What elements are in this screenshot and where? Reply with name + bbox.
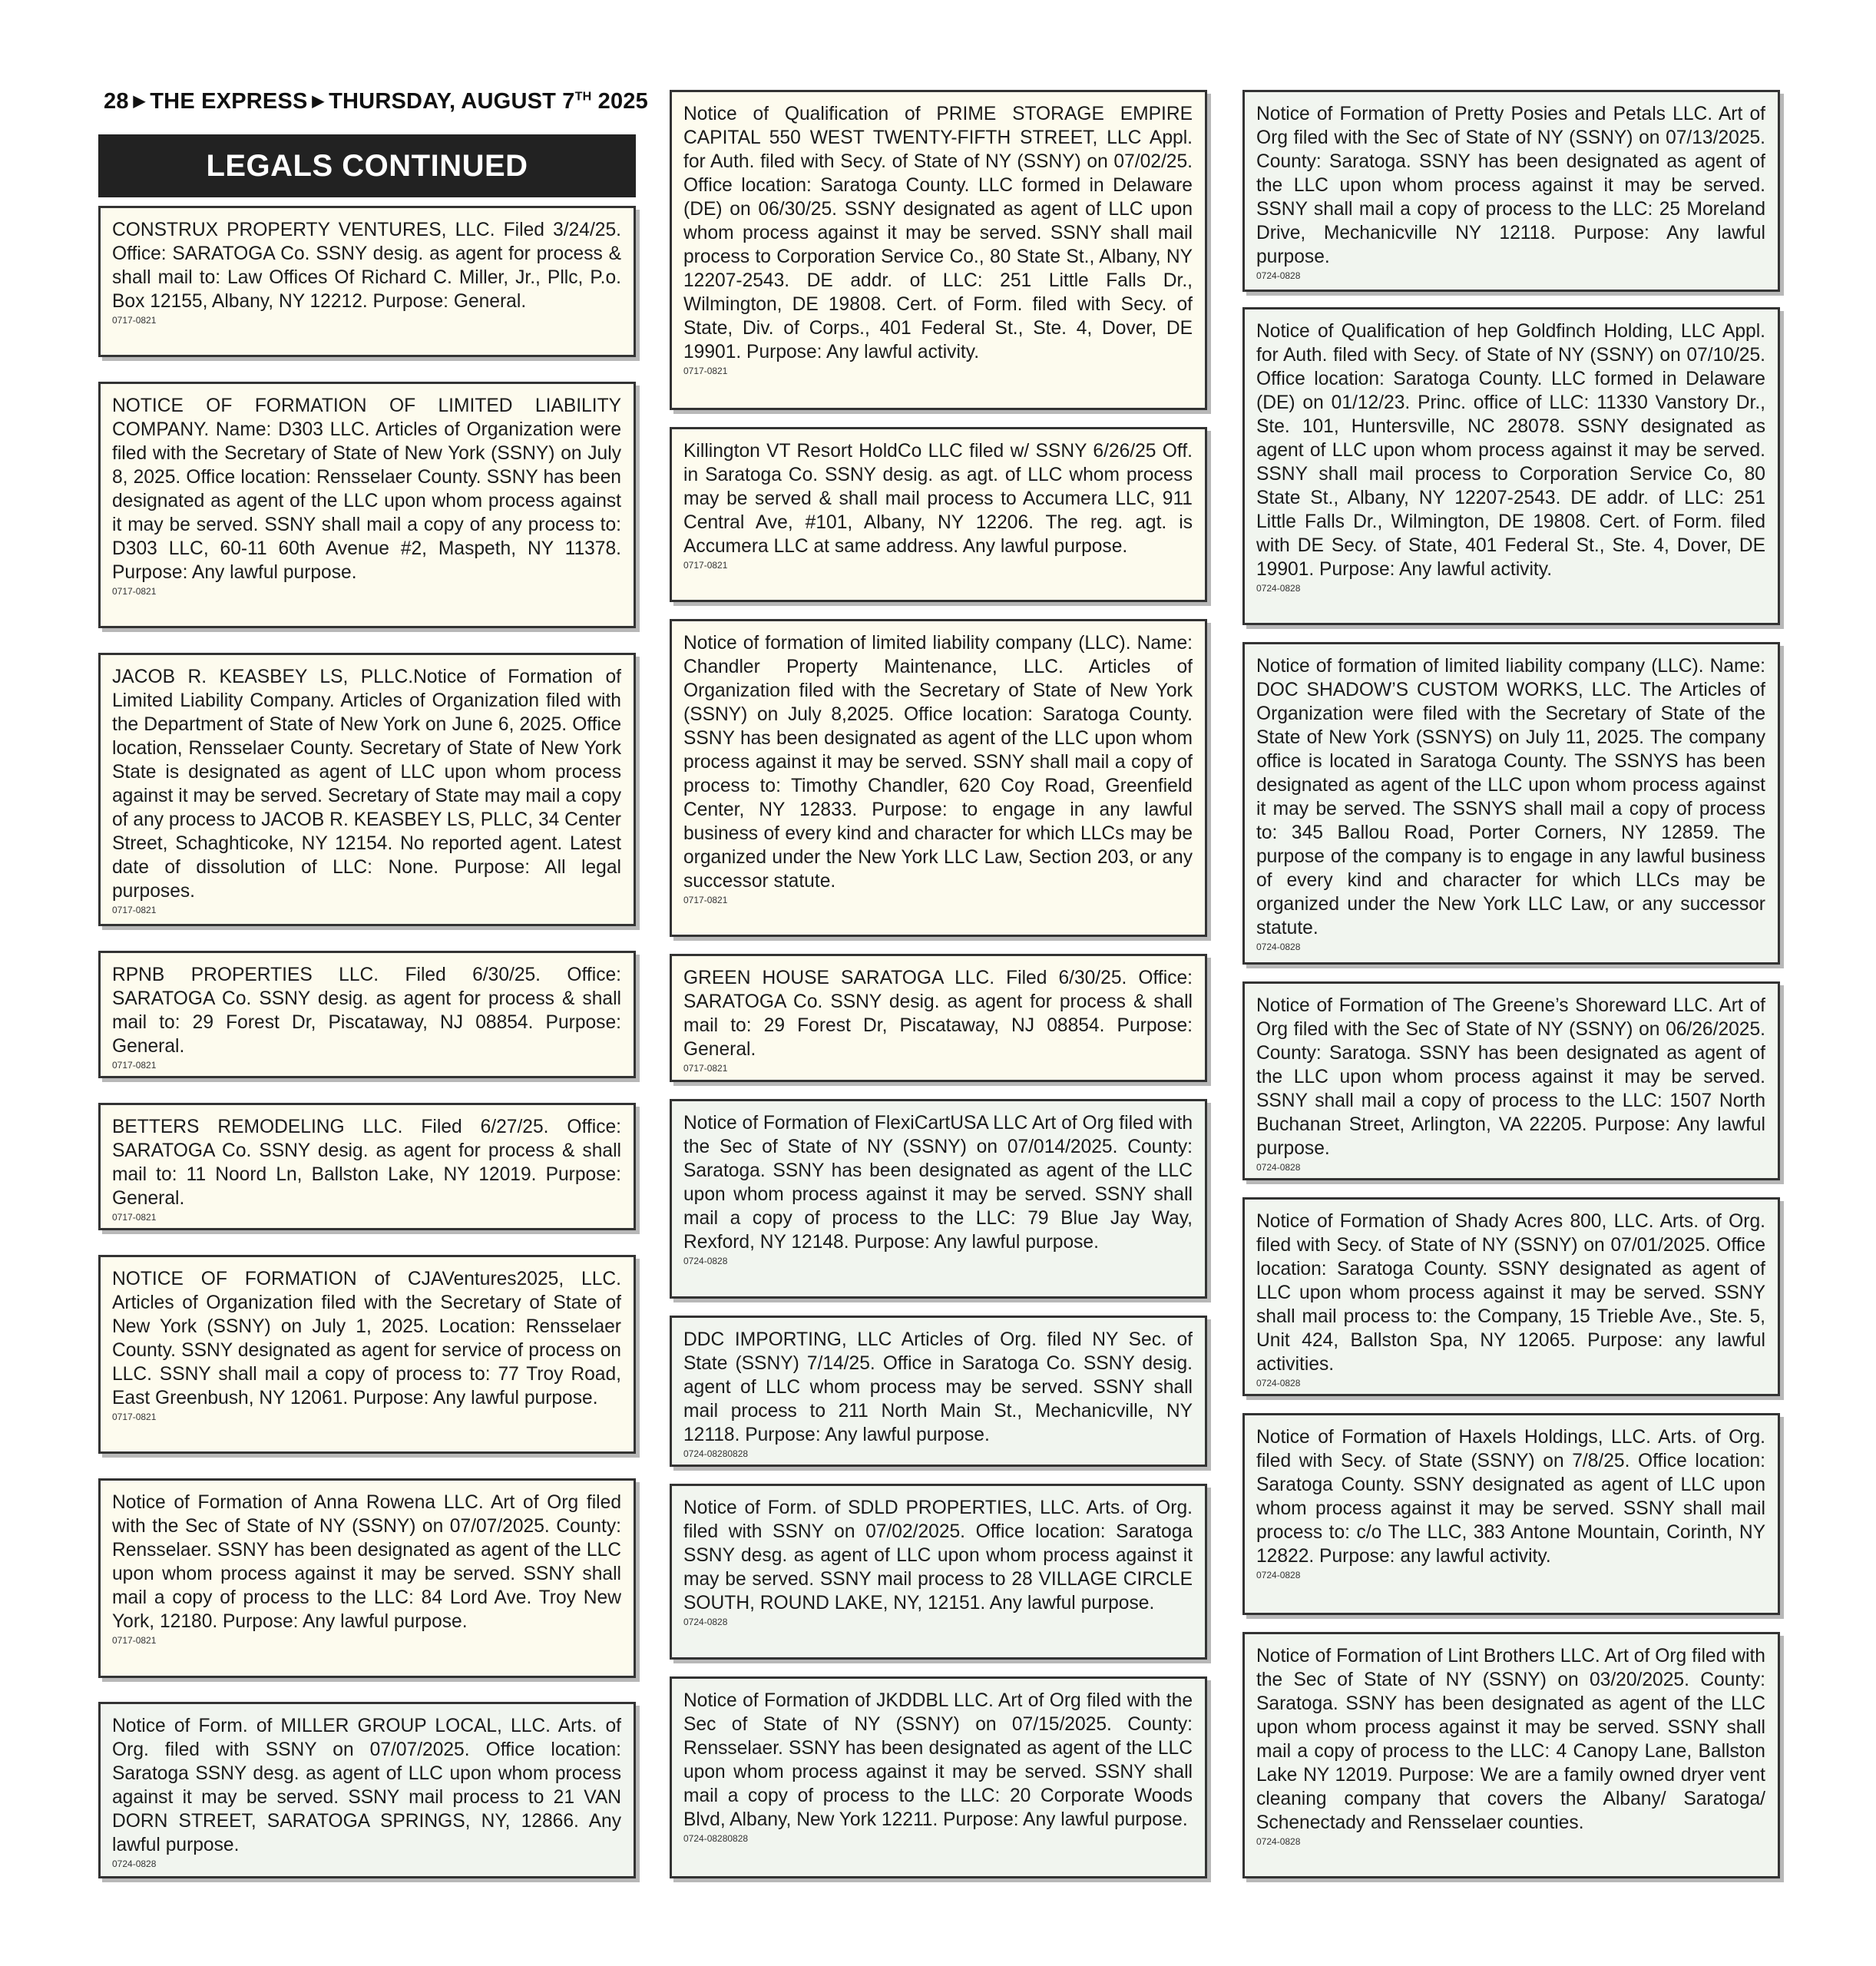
legal-notice (670, 619, 1207, 937)
legal-notice (98, 206, 636, 357)
legal-notice (98, 382, 636, 628)
legal-notice (670, 1676, 1207, 1878)
notice-text: Notice of Formation of Pretty Posies and Petals LLC. Art of Org filed with the Sec of State of NY (SSNY) on 07/13/2025. County: Saratoga. SSNY has been designated as agent of the LLC upon whom process against it may be served. SSNY shall mail a copy of process to the LLC: 25 Moreland Drive, Mechanicville NY 12118. Purpose: Any lawful purpose. (1256, 104, 1765, 267)
legal-notice (1242, 90, 1780, 292)
legal-notice (670, 1099, 1207, 1299)
notice-text: JACOB R. KEASBEY LS, PLLC.Notice of Formation of Limited Liability Company. Articles of Organization filed with the Department of State of New York on June 6, 2025. Office location, Rensselaer County. Secretary of State of New York State is designated as agent of LLC upon whom process against it may be served. Secretary of State may mail a copy of any process to JACOB R. KEASBEY LS, PLLC, 34 Center Street, Schaghticoke, NY 12154. No reported agent. Latest date of dissolution of LLC: None. Purpose: All legal purposes. (112, 667, 621, 902)
legal-notice (670, 954, 1207, 1082)
notice-text: Notice of Formation of Anna Rowena LLC. Art of Org filed with the Sec of State of NY (SSNY) on 07/07/2025. County: Rensselaer. SSNY has been designated as agent of the LLC upon whom process against it may be served. SSNY shall mail a copy of process to the LLC: 84 Lord Ave. Troy New York, 12180. Purpose: Any lawful purpose. (112, 1492, 621, 1632)
legal-notice (670, 1316, 1207, 1467)
legal-notice (1242, 1413, 1780, 1615)
notice-code: 0724-08280828 (683, 1448, 749, 1459)
issue-year: 2025 (597, 89, 648, 114)
notice-code: 0717-0821 (683, 895, 728, 905)
legal-notice (98, 653, 636, 926)
date-suffix: TH (574, 90, 592, 104)
notice-text: BETTERS REMODELING LLC. Filed 6/27/25. Office: SARATOGA Co. SSNY desig. as agent for process & shall mail to: 11 Noord Ln, Ballston Lake, NY 12019. Purpose: General. (112, 1117, 621, 1209)
notice-text: NOTICE OF FORMATION OF LIMITED LIABILITY COMPANY. Name: D303 LLC. Articles of Organization were filed with the Secretary of State of New York (SSNY) on July 8, 2025. Office location: Rensselaer County. SSNY has been designated as agent of the LLC upon whom process against it may be served. SSNY shall mail a copy of any process to: D303 LLC, 60-11 60th Avenue #2, Maspeth, NY 11378. Purpose: Any lawful purpose. (112, 396, 621, 583)
notice-code: 0717-0821 (112, 1635, 157, 1646)
page-number: 28 (104, 89, 129, 114)
notice-code: 0717-0821 (683, 560, 728, 571)
legal-notice (1242, 981, 1780, 1180)
legal-notice (1242, 1197, 1780, 1396)
legal-notice (98, 1103, 636, 1230)
notice-text: Notice of Formation of Haxels Holdings, LLC. Arts. of Org. filed with Secy. of State (SSNY) on 7/8/25. Office location: Saratoga County. SSNY designated as agent of LLC upon whom process against it may be served. SSNY shall mail process to: c/o The LLC, 383 Antone Mountain, Corinth, NY 12822. Purpose: any lawful activity. (1256, 1427, 1765, 1567)
notice-code: 0717-0821 (112, 586, 157, 597)
notice-code: 0724-0828 (683, 1617, 728, 1627)
notice-code: 0724-0828 (1256, 270, 1301, 281)
notice-code: 0717-0821 (112, 1412, 157, 1422)
notice-code: 0717-0821 (683, 1063, 728, 1074)
notice-code: 0717-0821 (112, 1060, 157, 1071)
notice-code: 0724-0828 (683, 1256, 728, 1266)
notice-text: Notice of Qualification of hep Goldfinch Holding, LLC Appl. for Auth. filed with Secy. of State of NY (SSNY) on 07/10/25. Office location: Saratoga County. LLC formed in Delaware (DE) on 01/12/23. Princ. office of LLC: 11330 Vanstory Dr., Ste. 101, Huntersville, NC 28078. SSNY designated as agent of LLC upon whom process against it may be served. SSNY shall mail process to Corporation Service Co, 80 State St., Albany, NY 12207-2543. DE addr. of LLC: 251 Little Falls Dr., Wilmington, DE 19808. Cert. of Form. filed with DE Secy. of State, 401 Federal St., Ste. 4, Dover, DE 19901. Purpose: Any lawful activity. (1256, 321, 1765, 580)
notice-text: Notice of Formation of JKDDBL LLC. Art of Org filed with the Sec of State of NY (SSNY) on 07/15/2025. County: Rensselaer. SSNY has been designated as agent of the LLC upon whom process against it may be served. SSNY shall mail a copy of process to the LLC: 20 Corporate Woods Blvd, Albany, New York 12211. Purpose: Any lawful purpose. (683, 1690, 1193, 1830)
notice-code: 0724-0828 (1256, 942, 1301, 952)
legal-notice (1242, 307, 1780, 625)
legal-notice (670, 1484, 1207, 1660)
notice-text: Notice of Form. of SDLD PROPERTIES, LLC. Arts. of Org. filed with SSNY on 07/02/2025. Office location: Saratoga SSNY desg. as agent of LLC upon whom process against it may be served. SSNY mail process to 28 VILLAGE CIRCLE SOUTH, ROUND LAKE, NY, 12151. Any lawful purpose. (683, 1498, 1193, 1614)
notice-code: 0724-0828 (1256, 583, 1301, 594)
legal-notice (1242, 1632, 1780, 1878)
issue-date: THURSDAY, AUGUST 7 (329, 89, 575, 114)
triangle-right-icon: ▶ (133, 93, 146, 110)
notice-code: 0724-0828 (112, 1858, 157, 1869)
notice-text: Notice of Formation of Lint Brothers LLC. Art of Org filed with the Sec of State of NY (SSNY) on 03/20/2025. County: Saratoga. SSNY has been designated as agent of the LLC upon whom process against it may be served. SSNY shall mail a copy of process to the LLC: 4 Canopy Lane, Ballston Lake NY 12019. Purpose: We are a family owned dryer vent cleaning company that covers the Albany/ Saratoga/ Schenectady and Rensselaer counties. (1256, 1646, 1765, 1833)
notice-text: Notice of Formation of The Greene’s Shoreward LLC. Art of Org filed with the Sec of State of NY (SSNY) on 06/26/2025. County: Saratoga. SSNY has been designated as agent of the LLC upon whom process against it may be served. SSNY shall mail a copy of process to the LLC: 1507 North Buchanan Street, Arlington, VA 22205. Purpose: Any lawful purpose. (1256, 995, 1765, 1159)
legal-notice (1242, 642, 1780, 965)
notice-text: Notice of Formation of FlexiCartUSA LLC Art of Org filed with the Sec of State of NY (SSNY) on 07/014/2025. County: Saratoga. SSNY has been designated as agent of the LLC upon whom process against it may be served. SSNY shall mail a copy of process to the LLC: 79 Blue Jay Way, Rexford, NY 12148. Purpose: Any lawful purpose. (683, 1113, 1193, 1253)
legal-notice (98, 1255, 636, 1454)
section-banner: LEGALS CONTINUED (98, 134, 636, 197)
notice-code: 0724-0828 (1256, 1378, 1301, 1388)
notice-text: RPNB PROPERTIES LLC. Filed 6/30/25. Office: SARATOGA Co. SSNY desig. as agent for process & shall mail to: 29 Forest Dr, Piscataway, NJ 08854. Purpose: General. (112, 965, 621, 1057)
notice-text: NOTICE OF FORMATION of CJAVentures2025, LLC. Articles of Organization filed with the Secretary of State of New York (SSNY) on July 1, 2025. Location: Rensselaer County. SSNY designated as agent for service of process on LLC. SSNY shall mail a copy of process to: 77 Troy Road, East Greenbush, NY 12061. Purpose: Any lawful purpose. (112, 1269, 621, 1408)
notice-text: Notice of Form. of MILLER GROUP LOCAL, LLC. Arts. of Org. filed with SSNY on 07/07/2025. Office location: Saratoga SSNY desg. as agent of LLC upon whom process against it may be served. SSNY mail process to 21 VAN DORN STREET, SARATOGA SPRINGS, NY, 12866. Any lawful purpose. (112, 1716, 621, 1855)
notice-text: Notice of formation of limited liability company (LLC). Name: DOC SHADOW’S CUSTOM WORKS, LLC. The Articles of Organization were filed with the Secretary of State of the State of New York (SSNYS) on July 11, 2025. The company office is located in Saratoga County. The SSNYS has been designated as agent of the LLC upon whom process against it may be served. The SSNYS shall mail a copy of process to: 345 Ballou Road, Porter Corners, NY 12859. The purpose of the company is to engage in any lawful business of every kind and character for which LLCs may be organized under the New York LLC Law, or any successor statute. (1256, 656, 1765, 938)
notice-text: DDC IMPORTING, LLC Articles of Org. filed NY Sec. of State (SSNY) 7/14/25. Office in Saratoga Co. SSNY desig. agent of LLC whom process may be served. SSNY shall mail process to 211 North Main St., Mechanicville, NY 12118. Purpose: Any lawful purpose. (683, 1329, 1193, 1445)
notice-code: 0724-0828 (1256, 1570, 1301, 1580)
notice-code: 0717-0821 (683, 366, 728, 376)
notice-text: Notice of Qualification of PRIME STORAGE EMPIRE CAPITAL 550 WEST TWENTY-FIFTH STREET, LLC Appl. for Auth. filed with Secy. of State of NY (SSNY) on 07/02/25. Office location: Saratoga County. LLC formed in Delaware (DE) on 06/30/25. SSNY designated as agent of LLC upon whom process against it may be served. SSNY shall mail process to Corporation Service Co., 80 State St., Albany, NY 12207-2543. DE addr. of LLC: 251 Little Falls Dr., Wilmington, DE 19808. Cert. of Form. filed with Secy. of State, Div. of Corps., 401 Federal St., Ste. 4, Dover, DE 19901. Purpose: Any lawful activity. (683, 104, 1193, 362)
legal-notice (98, 1702, 636, 1878)
legal-notice (670, 90, 1207, 410)
notice-text: Killington VT Resort HoldCo LLC filed w/ SSNY 6/26/25 Off. in Saratoga Co. SSNY desig. as agt. of LLC whom process may be served & shall mail process to Accumera LLC, 911 Central Ave, #101, Albany, NY 12206. The reg. agt. is Accumera LLC at same address. Any lawful purpose. (683, 441, 1193, 557)
notice-code: 0724-0828 (1256, 1836, 1301, 1847)
legal-notice (98, 951, 636, 1078)
notice-text: GREEN HOUSE SARATOGA LLC. Filed 6/30/25. Office: SARATOGA Co. SSNY desig. as agent for process & shall mail to: 29 Forest Dr, Piscataway, NJ 08854. Purpose: General. (683, 968, 1193, 1060)
legal-notice (670, 427, 1207, 602)
triangle-right-icon: ▶ (312, 93, 325, 110)
notice-text: Notice of Formation of Shady Acres 800, LLC. Arts. of Org. filed with Secy. of State of NY (SSNY) on 07/01/2025. Office location: Saratoga County. SSNY designated as agent of LLC upon whom process against it may be served. SSNY shall mail process to: the Company, 15 Trieble Ave., Ste. 5, Unit 424, Ballston Spa, NY 12065. Purpose: any lawful activities. (1256, 1211, 1765, 1375)
notice-code: 0724-08280828 (683, 1833, 749, 1844)
notice-text: CONSTRUX PROPERTY VENTURES, LLC. Filed 3/24/25. Office: SARATOGA Co. SSNY desig. as agent for process & shall mail to: Law Offices Of Richard C. Miller, Jr., Pllc, P.o. Box 12155, Albany, NY 12212. Purpose: General. (112, 220, 621, 312)
notice-text: Notice of formation of limited liability company (LLC). Name: Chandler Property Maintenance, LLC. Articles of Organization filed with the Secretary of State of New York (SSNY) on July 8,2025. Office location: Saratoga County. SSNY has been designated as agent of the LLC upon whom process against it may be served. SSNY shall mail a copy of process to: Timothy Chandler, 620 Coy Road, Greenfield Center, NY 12833. Purpose: to engage in any lawful business of every kind and character for which LLCs may be organized under the New York LLC Law, Section 203, or any successor statute. (683, 633, 1193, 892)
page-header (104, 89, 648, 114)
notice-code: 0724-0828 (1256, 1162, 1301, 1173)
notice-code: 0717-0821 (112, 315, 157, 326)
notice-code: 0717-0821 (112, 905, 157, 915)
paper-name: THE EXPRESS (150, 89, 308, 114)
legal-notice (98, 1478, 636, 1678)
notice-code: 0717-0821 (112, 1212, 157, 1223)
